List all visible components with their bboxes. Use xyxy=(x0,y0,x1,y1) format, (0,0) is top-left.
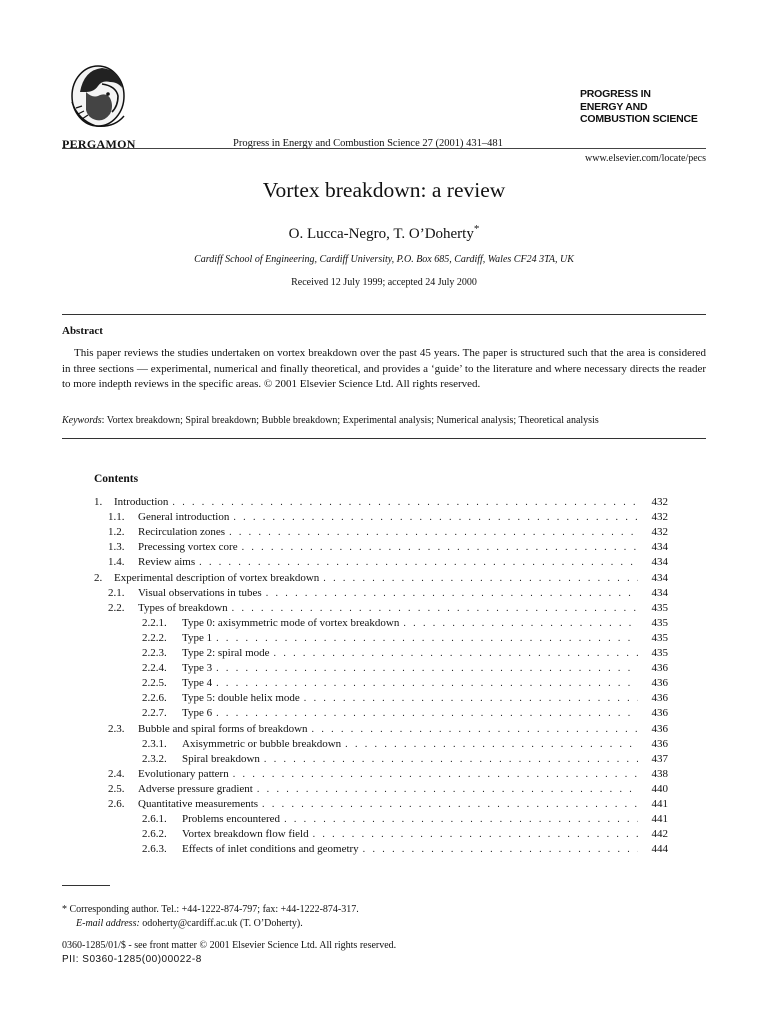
toc-entry-title: Type 2: spiral mode xyxy=(182,647,270,659)
toc-entry-title: Spiral breakdown xyxy=(182,752,260,765)
keywords xyxy=(62,415,706,426)
toc-leader-dots xyxy=(262,797,638,812)
email-label: E-mail address: xyxy=(76,918,140,929)
received-dates: Received 12 July 1999; accepted 24 July 2000 xyxy=(291,277,477,288)
toc-leader-dots xyxy=(232,601,638,616)
toc-leader-dots xyxy=(216,661,638,676)
toc-entry-page: 437 xyxy=(651,752,668,765)
toc-leader-dots xyxy=(199,555,638,570)
toc-entry-title: Effects of inlet conditions and geometry xyxy=(182,843,359,856)
toc-entry-number: 2.2. xyxy=(108,601,125,614)
toc-entry[interactable] xyxy=(94,571,668,586)
toc-entry-page: 434 xyxy=(651,556,668,569)
toc-entry[interactable] xyxy=(94,555,668,570)
toc-entry-page: 434 xyxy=(651,541,668,554)
toc-entry-number: 1.4. xyxy=(108,556,125,569)
toc-leader-dots xyxy=(403,616,638,631)
toc-entry-title: Bubble and spiral forms of breakdown xyxy=(138,722,308,735)
toc-entry[interactable] xyxy=(94,767,668,782)
toc-entry-title: Quantitative measurements xyxy=(138,798,259,810)
toc-leader-dots xyxy=(172,495,638,510)
toc-entry-number: 2.2.2. xyxy=(142,631,167,644)
toc-entry[interactable] xyxy=(94,525,668,540)
abstract-heading: Abstract xyxy=(62,325,103,337)
toc-entry-number: 2.6.2. xyxy=(142,828,167,841)
toc-entry-page: 436 xyxy=(651,692,668,705)
header-rule xyxy=(62,148,706,149)
authors: O. Lucca-Negro, T. O’Doherty xyxy=(288,226,474,242)
toc-entry-page: 432 xyxy=(651,496,668,508)
toc-entry[interactable] xyxy=(94,586,668,601)
toc-entry[interactable] xyxy=(94,722,668,737)
toc-entry[interactable] xyxy=(94,661,668,676)
toc-entry-title: Type 1 xyxy=(182,631,213,644)
toc-leader-dots xyxy=(312,722,638,737)
toc-entry[interactable] xyxy=(94,752,668,767)
toc-leader-dots xyxy=(233,767,638,782)
toc-entry-title: Type 3 xyxy=(182,662,213,675)
toc-entry[interactable] xyxy=(94,782,668,797)
toc-entry-page: 435 xyxy=(651,647,668,659)
toc-entry[interactable] xyxy=(94,737,668,752)
toc-entry[interactable] xyxy=(94,842,668,857)
toc-entry-number: 2.2.1. xyxy=(142,616,167,629)
publisher-logo xyxy=(58,62,134,134)
contents-heading: Contents xyxy=(94,473,139,485)
email-note xyxy=(76,918,303,929)
keywords-list: : Vortex breakdown; Spiral breakdown; Bubble breakdown; Experimental analysis; Numerical analysis; Theoretical analysis xyxy=(101,415,599,426)
toc-entry-number: 2.4. xyxy=(108,767,125,780)
pii-line: PII: S0360-1285(00)00022-8 xyxy=(62,954,202,965)
journal-title-line: ENERGY AND xyxy=(580,100,648,113)
toc-entry-number: 2.6. xyxy=(108,798,125,810)
author-line xyxy=(0,223,768,243)
journal-url[interactable]: www.elsevier.com/locate/pecs xyxy=(585,153,706,164)
toc-entry-page: 434 xyxy=(651,571,668,584)
toc-leader-dots xyxy=(216,676,638,691)
toc-entry-number: 2.2.6. xyxy=(142,692,167,705)
toc-entry-title: Axisymmetric or bubble breakdown xyxy=(182,737,342,750)
toc-entry-title: Type 0: axisymmetric mode of vortex breakdown xyxy=(182,616,400,629)
footnote-rule xyxy=(62,885,110,886)
toc-leader-dots xyxy=(345,737,638,752)
toc-entry-number: 2.5. xyxy=(108,782,125,795)
toc-entry-title: Precessing vortex core xyxy=(138,541,238,554)
toc-entry[interactable] xyxy=(94,706,668,721)
toc-entry-title: Experimental description of vortex breakdown xyxy=(114,571,320,584)
toc-entry-page: 436 xyxy=(651,722,668,735)
toc-entry[interactable] xyxy=(94,646,668,661)
toc-leader-dots xyxy=(216,706,638,721)
toc-entry[interactable] xyxy=(94,827,668,842)
toc-entry-title: Problems encountered xyxy=(182,813,281,826)
affiliation: Cardiff School of Engineering, Cardiff University, P.O. Box 685, Cardiff, Wales CF24 3TA, UK xyxy=(194,254,574,265)
toc-entry-page: 434 xyxy=(651,586,668,599)
toc-entry-number: 2.6.3. xyxy=(142,843,167,856)
toc-entry[interactable] xyxy=(94,510,668,525)
toc-leader-dots xyxy=(266,586,638,601)
toc-entry-number: 2. xyxy=(94,571,103,584)
toc-leader-dots xyxy=(257,782,638,797)
toc-leader-dots xyxy=(363,842,638,857)
journal-title-line: PROGRESS IN xyxy=(580,88,651,100)
toc-entry-title: Adverse pressure gradient xyxy=(138,782,253,795)
toc-entry-page: 441 xyxy=(651,798,668,810)
toc-entry[interactable] xyxy=(94,797,668,812)
toc-entry-page: 441 xyxy=(651,813,668,826)
toc-entry-page: 432 xyxy=(651,511,668,524)
toc-leader-dots xyxy=(284,812,638,827)
toc-entry-page: 432 xyxy=(651,526,668,539)
toc-entry-title: Introduction xyxy=(114,496,169,508)
copyright-line: 0360-1285/01/$ - see front matter © 2001 Elsevier Science Ltd. All rights reserved. xyxy=(62,940,397,951)
corresponding-author-mark: * xyxy=(473,223,480,235)
toc-entry-title: Type 4 xyxy=(182,677,213,690)
toc-entry-title: Review aims xyxy=(138,556,196,569)
toc-entry-title: Evolutionary pattern xyxy=(138,767,229,780)
toc-entry-title: Recirculation zones xyxy=(138,526,226,539)
toc-entry[interactable] xyxy=(94,601,668,616)
toc-entry[interactable] xyxy=(94,631,668,646)
toc-entry-page: 442 xyxy=(651,828,668,841)
toc-entry-number: 1. xyxy=(94,496,103,508)
toc-entry-number: 1.1. xyxy=(108,511,125,524)
toc-entry-number: 2.3. xyxy=(108,722,125,735)
journal-title-line: COMBUSTION SCIENCE xyxy=(580,113,698,125)
toc-entry-page: 436 xyxy=(651,737,668,750)
toc-leader-dots xyxy=(264,752,638,767)
article-title: Vortex breakdown: a review xyxy=(262,178,506,202)
toc-entry-page: 435 xyxy=(651,616,668,629)
toc-entry-number: 2.3.2. xyxy=(142,752,167,765)
toc-entry[interactable] xyxy=(94,495,668,510)
toc-entry-number: 2.1. xyxy=(108,586,125,599)
abstract-top-rule xyxy=(62,314,706,315)
toc-entry-number: 1.3. xyxy=(108,541,125,554)
publisher-name: PERGAMON xyxy=(62,137,136,151)
toc-entry-title: Type 6 xyxy=(182,707,213,720)
toc-entry[interactable] xyxy=(94,812,668,827)
toc-entry-title: Type 5: double helix mode xyxy=(182,692,300,705)
toc-entry[interactable] xyxy=(94,676,668,691)
keywords-label: Keywords xyxy=(62,415,102,426)
toc-leader-dots xyxy=(229,525,638,540)
toc-entry-number: 2.3.1. xyxy=(142,737,167,750)
athena-head-logo xyxy=(58,62,134,134)
toc-entry-page: 435 xyxy=(651,631,668,644)
toc-leader-dots xyxy=(274,646,638,661)
toc-entry-page: 435 xyxy=(651,601,668,614)
journal-reference: Progress in Energy and Combustion Science 27 (2001) 431–481 xyxy=(233,138,503,149)
toc-entry[interactable] xyxy=(94,616,668,631)
toc-entry-number: 2.6.1. xyxy=(142,813,167,826)
abstract-bottom-rule xyxy=(62,438,706,439)
toc-entry-title: Types of breakdown xyxy=(138,601,228,614)
toc-leader-dots xyxy=(313,827,638,842)
toc-entry-page: 440 xyxy=(651,782,668,795)
toc-entry-title: Vortex breakdown flow field xyxy=(182,828,309,841)
journal-title xyxy=(580,88,698,126)
toc-entry-title: General introduction xyxy=(138,511,230,524)
email-address[interactable]: odoherty@cardiff.ac.uk (T. O’Doherty). xyxy=(139,918,303,929)
toc-leader-dots xyxy=(323,571,638,586)
toc-entry-page: 436 xyxy=(651,662,668,675)
toc-leader-dots xyxy=(304,691,638,706)
toc-entry[interactable] xyxy=(94,691,668,706)
abstract-text: This paper reviews the studies undertaken on vortex breakdown over the past 45 years. The paper is structured such that the area is considered in three sections — experimental, numerical and finally theoretical, and provides a ‘guide’ to the literature and where necessary directs the reader to more indepth reviews in the specific areas. © 2001 Elsevier Science Ltd. All rights reserved. xyxy=(62,347,706,390)
corresponding-author-note: * Corresponding author. Tel.: +44-1222-874-797; fax: +44-1222-874-317. xyxy=(62,904,359,915)
toc-entry-number: 2.2.4. xyxy=(142,662,167,675)
toc-leader-dots xyxy=(233,510,638,525)
toc-entry-page: 436 xyxy=(651,707,668,720)
toc-leader-dots xyxy=(242,540,638,555)
toc-entry-number: 2.2.7. xyxy=(142,707,167,720)
toc-entry-title: Visual observations in tubes xyxy=(138,586,262,599)
toc-entry-page: 444 xyxy=(651,843,668,856)
toc-entry-page: 438 xyxy=(651,767,668,780)
toc-entry-number: 2.2.3. xyxy=(142,647,167,659)
toc-entry-page: 436 xyxy=(651,677,668,690)
toc-entry-number: 2.2.5. xyxy=(142,677,167,690)
toc-leader-dots xyxy=(216,631,638,646)
toc-entry-number: 1.2. xyxy=(108,526,125,539)
toc-entry[interactable] xyxy=(94,540,668,555)
